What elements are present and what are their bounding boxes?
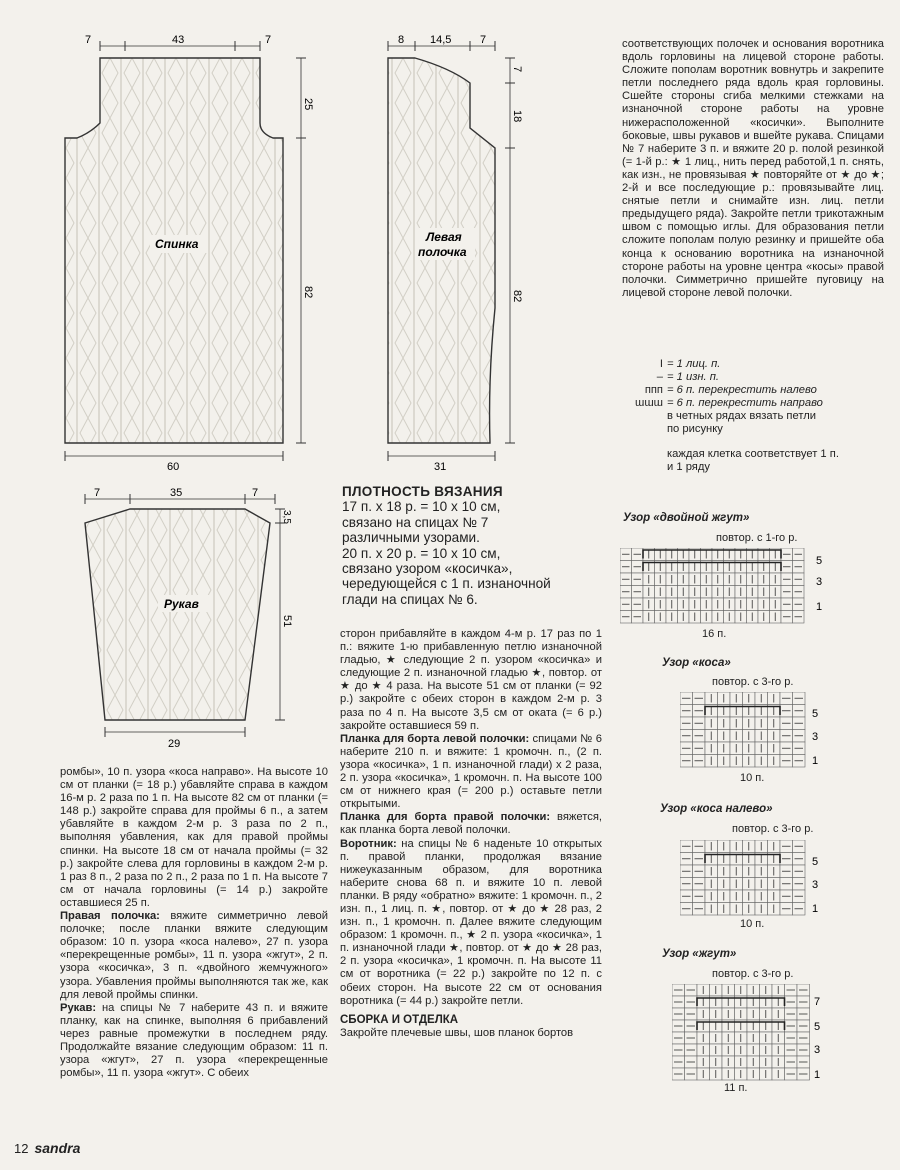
gauge-line: 17 п. x 18 р. = 10 x 10 см, xyxy=(342,499,501,515)
gauge-line: чередующейся с 1 п. изнаночной xyxy=(342,576,551,592)
paragraph: на спицы № 6 наденьте 10 открытых п. правой планки, продолжая вязание нижеуказанным образом, для воротника наберите снова 68 п. и вяжите 10 п. левой планки. В ряду «обратно» вяжите: 1 кромочн. п., 2 изн. п., 1 лиц. п. ★, повтор. от ★ до ★ 28 раз, 2 изн. п., 1 кромочн. п. Далее вяжите следующим образом: 1 кромочн. п., ★ 2 п. узора «косичка», 1 п. изнаночной глади ★, повтор. от ★ до ★ 28 раз, 2 п. узора «косичка», 1 кромочн. п. На высоте 11 см от воротника (= 22 р.) закройте по 12 п. с обеих сторон. На высоте 22 см от основания воротника (= 44 р.) закройте петли. xyxy=(340,837,602,1007)
paragraph: на спицы № 7 наберите 43 п. и вяжите планку, как на спинке, выполняя 6 прибавлений через равные промежутки в последнем ряду. Продолжайте вязание следующим образом: 11 п. узора «жгут», 27 п. узора «перекрещенные ромбы», 11 п. узора «жгут». С обеих xyxy=(60,1001,328,1080)
gauge-line: глади на спицах № 6. xyxy=(342,591,478,607)
paragraph: вяжите симметрично левой полочке; после планки вяжите следующим образом: 10 п. узора «коса налево», 27 п. узора «перекрещенные ромбы», 11 п. узора «жгут», 2 п. узора «косичка», 3 п. «двойного жемчужного» узора. Убавления проймы выполняются так же, как для левой проймы спинки. xyxy=(60,910,328,1001)
text-column-1 xyxy=(60,766,328,1080)
row-label: 1 xyxy=(816,601,823,613)
section-heading: Воротник: xyxy=(340,837,397,850)
front-dim-right: 7 xyxy=(480,34,487,46)
front-dim-left: 8 xyxy=(398,34,405,46)
back-dim-right: 7 xyxy=(265,34,272,46)
gauge-line: связано на спицах № 7 xyxy=(342,514,489,530)
text-column-3 xyxy=(622,38,884,300)
paragraph: ромбы», 10 п. узора «коса направо». На высоте 10 см от планки (= 18 р.) убавляйте справа в каждом 16-м р. 2 раза по 1 п. На высоте 82 см от планки (= 148 р.) закройте справа для проймы 6 п., а затем убавляйте в каждом 2-м р. 3 раза по 2 п., выполняя убавления, как для правой проймы спинки. На высоте 18 см от начала проймы (= 32 р.) закройте слева для горловины в каждом 2-м р. 1 раз 8 п., 2 раза по 2 п., 2 раза по 1 п. На высоте 7 см от начала горловины (= 14 р.) закройте оставшиеся 25 п. xyxy=(60,766,328,909)
section-heading: Рукав: xyxy=(60,1001,97,1014)
chart-cable-left xyxy=(680,840,830,922)
front-dim-center: 14,5 xyxy=(430,34,452,46)
paragraph: сторон прибавляйте в каждом 4-м р. 17 раз по 1 п.: вяжите 1-ю прибавленную петлю изнаночной гладью, ★ следующие 2 п. узором «косичка» и следующие 2 п. изнаночной гладью ★, повтор. от ★ до ★ 4 раза. На высоте 51 см от планки (= 92 р.) закройте с обеих сторон в каждом 2-м р. 3 раза по 4 п. На высоте 3,5 см от оката (= 6 р.) закройте оставшиеся 59 п. xyxy=(340,628,602,732)
paragraph: Закройте плечевые швы, шов планок бортов xyxy=(340,1026,574,1039)
magazine-brand: sandra xyxy=(34,1140,81,1156)
sleeve-dim-cap: 3,5 xyxy=(281,510,292,524)
front-dim-armhole: 18 xyxy=(511,110,523,123)
sleeve-dim-right: 7 xyxy=(252,487,259,499)
sleeve-dim-height: 51 xyxy=(281,615,293,628)
legend-note: в четных рядах вязать петли xyxy=(667,410,816,422)
chart-title: Узор «жгут» xyxy=(662,948,737,960)
knit-symbol-icon: I xyxy=(659,358,663,370)
front-label-2: полочка xyxy=(418,245,467,259)
back-dim-center: 43 xyxy=(172,34,185,46)
row-label: 5 xyxy=(812,856,819,868)
symbol-legend xyxy=(617,358,887,474)
back-dim-height: 82 xyxy=(302,286,314,299)
legend-row: ɯɯɯ = 6 п. перекрестить направо xyxy=(617,397,887,410)
gauge-line: 20 п. x 20 р. = 10 x 10 см, xyxy=(342,545,501,561)
chart-width: 10 п. xyxy=(740,772,765,784)
chart-repeat: повтор. с 3-го р. xyxy=(712,676,794,688)
purl-symbol-icon: – xyxy=(656,371,663,383)
chart-cable xyxy=(680,692,830,774)
row-label: 3 xyxy=(814,1044,821,1056)
back-dim-bottom: 60 xyxy=(167,461,180,473)
back-dim-armhole: 25 xyxy=(302,98,314,111)
chart-repeat: повтор. с 3-го р. xyxy=(732,823,814,835)
page-footer xyxy=(14,1140,80,1156)
row-label: 1 xyxy=(812,755,819,767)
cross-left-symbol-icon: ᴨᴨᴨ xyxy=(644,384,663,396)
cross-right-symbol-icon: ɯɯɯ xyxy=(635,397,663,409)
sleeve-dim-left: 7 xyxy=(94,487,101,499)
chart-title: Узор «коса» xyxy=(662,657,731,669)
text-column-2 xyxy=(340,628,602,1040)
front-label-1: Левая xyxy=(426,230,462,244)
section-heading: Планка для борта левой полочки: xyxy=(340,732,530,745)
chart-cable-twist xyxy=(672,984,832,1084)
legend-row: – = 1 изн. п. xyxy=(617,371,887,384)
gauge-line: связано узором «косичка», xyxy=(342,561,513,577)
page-number: 12 xyxy=(14,1141,29,1156)
row-label: 1 xyxy=(814,1069,821,1081)
chart-width: 11 п. xyxy=(724,1082,748,1094)
back-label: Спинка xyxy=(155,237,199,251)
sleeve-label: Рукав xyxy=(164,597,199,611)
row-label: 5 xyxy=(812,708,819,720)
gauge-block xyxy=(342,484,602,607)
paragraph: соответствующих полочек и основания воротника вдоль горловины на лицевой стороне работы. Сложите пополам воротник вовнутрь и закрепите петли последнего ряда вдоль края горловины. Сшейте стороны сгиба мелкими стежками на изнаночной стороне работы на уровне нижерасположенной «косички». Выполните боковые, швы рукавов и вшейте рукава. Спицами № 7 наберите 3 п. и вяжите 20 р. полой резинкой (= 1-й р.: ★ 1 лиц., нить перед работой,1 п. снять, как изн., не провязывая ★ повторяйте от ★ до ★; 2-й и все последующие р.: провязывайте лиц. снятые петли и снимайте изн. лиц. петли предыдущего ряда). Закройте петли трикотажным швом с помощью иглы. Для образования петли сложите пополам полую резинку и пришейте оба конца к основанию воротника на изнаночной стороне работы на уровне центра «косы» правой полочки. Симметрично пришейте пуговицу на лицевой стороне левой полочки. xyxy=(622,38,884,299)
paragraph: спицами № 6 наберите 210 п. и вяжите: 1 кромочн. п., (2 п. узора «косичка», 1 п. изнаночной глади) x 2 раза, 2 п. узора «косичка», 1 кромочн. п. На высоте 100 см от нижнего края (= 200 р.) оставьте петли открытыми. xyxy=(340,732,602,811)
row-label: 3 xyxy=(812,731,819,743)
back-dim-left: 7 xyxy=(85,34,92,46)
row-label: 7 xyxy=(814,996,821,1008)
chart-title: Узор «двойной жгут» xyxy=(623,512,750,524)
sleeve-dim-center: 35 xyxy=(170,487,183,499)
section-heading: Правая полочка: xyxy=(60,910,160,923)
back-schematic xyxy=(55,28,325,473)
front-dim-neck: 7 xyxy=(511,66,523,73)
front-schematic xyxy=(370,28,540,473)
chart-title: Узор «коса налево» xyxy=(660,803,773,815)
legend-note: по рисунку xyxy=(667,423,723,435)
sleeve-dim-bottom: 29 xyxy=(168,738,181,750)
paragraph: вяжется, как планка борта левой полочки. xyxy=(340,811,602,837)
legend-note: каждая клетка соответствует 1 п. xyxy=(667,448,839,460)
chart-width: 10 п. xyxy=(740,918,765,930)
legend-row: I = 1 лиц. п. xyxy=(617,358,887,371)
chart-repeat: повтор. с 3-го р. xyxy=(712,968,794,980)
chart-repeat: повтор. с 1-го р. xyxy=(716,532,798,544)
row-label: 5 xyxy=(814,1021,821,1033)
chart-double-cable xyxy=(620,548,835,630)
row-label: 1 xyxy=(812,903,819,915)
legend-note: и 1 ряду xyxy=(667,461,710,473)
legend-row: ᴨᴨᴨ = 6 п. перекрестить налево xyxy=(617,384,887,397)
front-dim-height: 82 xyxy=(511,290,523,303)
front-dim-bottom: 31 xyxy=(434,461,447,473)
row-label: 5 xyxy=(816,555,823,567)
gauge-title: ПЛОТНОСТЬ ВЯЗАНИЯ xyxy=(342,484,503,499)
assembly-heading: СБОРКА И ОТДЕЛКА xyxy=(340,1013,459,1026)
section-heading: Планка для борта правой полочки: xyxy=(340,811,551,824)
gauge-line: различными узорами. xyxy=(342,530,480,546)
row-label: 3 xyxy=(812,879,819,891)
sleeve-schematic xyxy=(60,485,315,755)
chart-width: 16 п. xyxy=(702,628,727,640)
row-label: 3 xyxy=(816,576,823,588)
